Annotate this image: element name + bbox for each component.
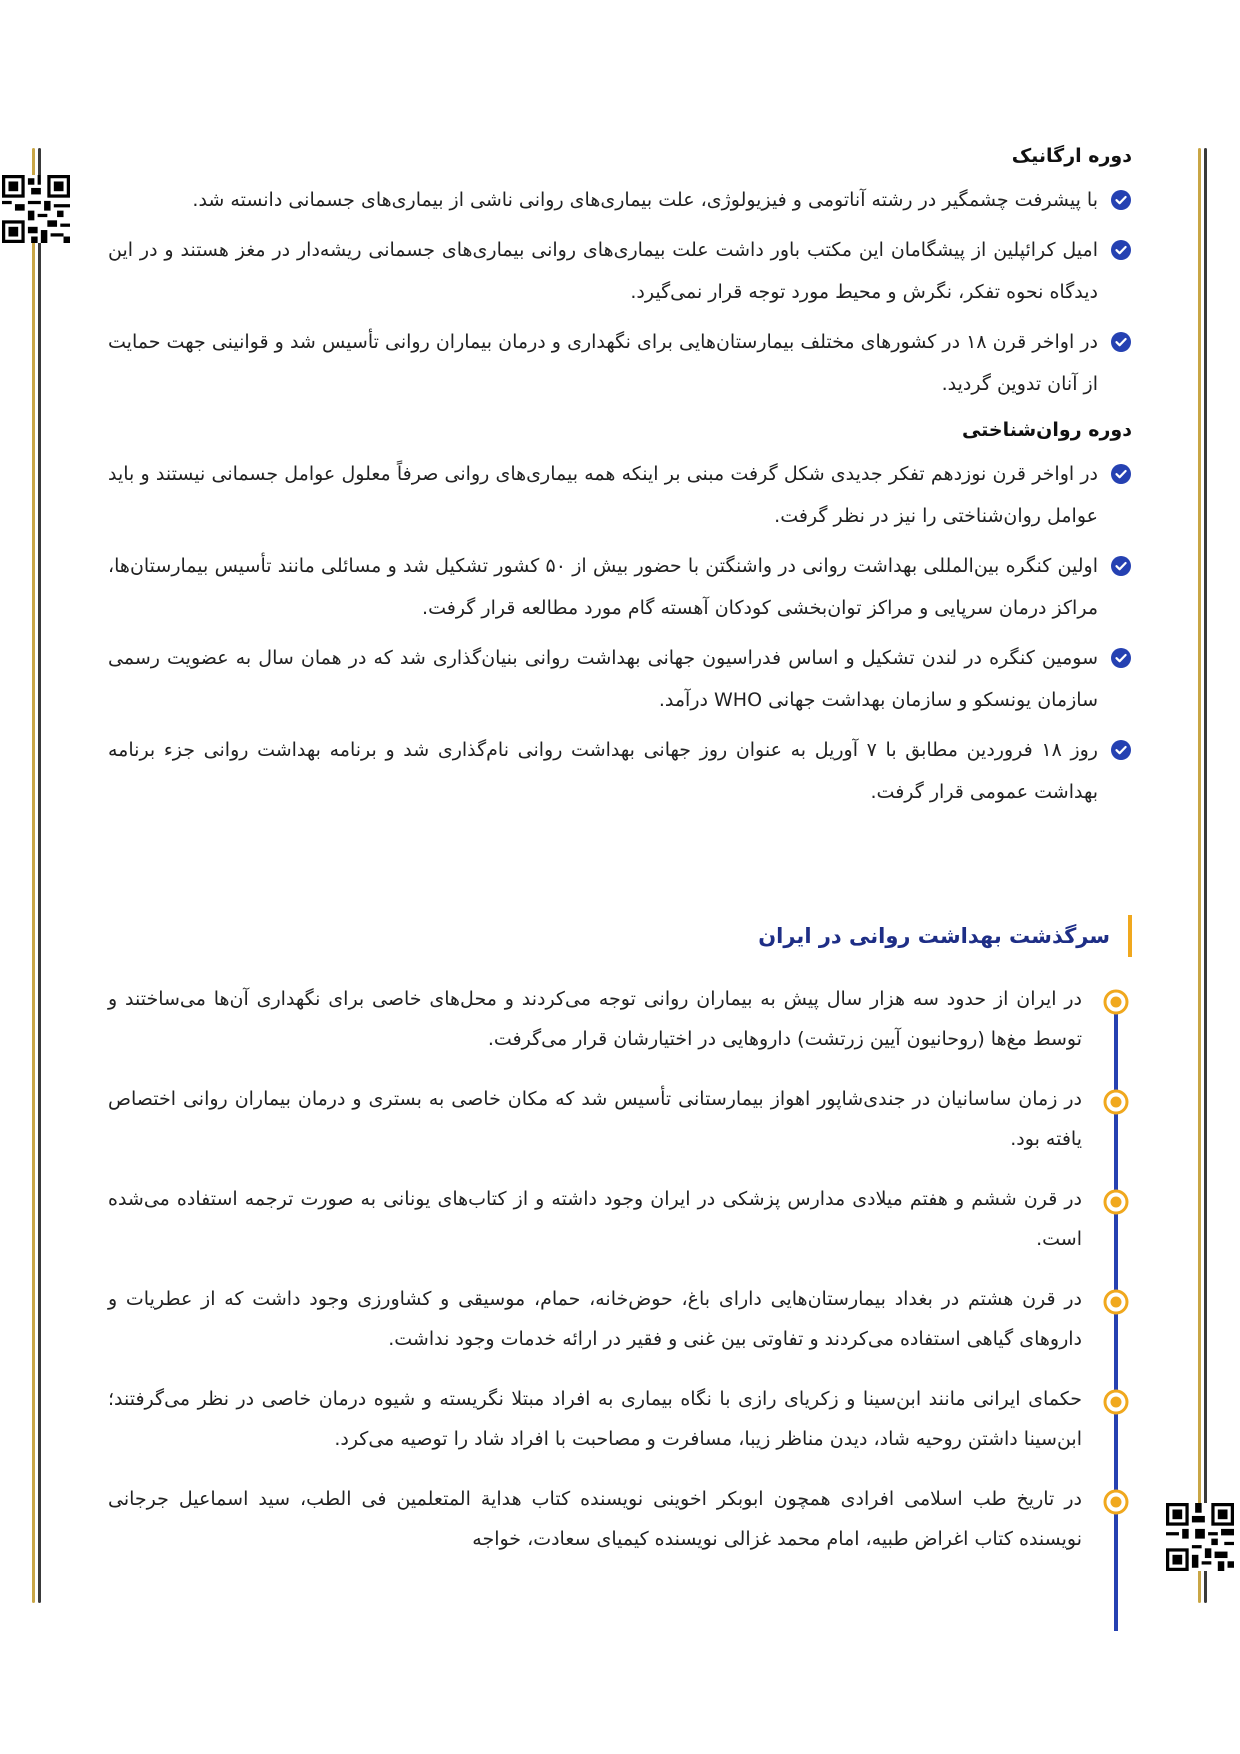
section-heading-psychological: دوره روان‌شناختی <box>961 419 1132 441</box>
timeline-dot-icon <box>1103 1489 1129 1515</box>
main-content <box>108 145 1132 827</box>
list-item: سومین کنگره در لندن تشکیل و اساس فدراسیون جهانی بهداشت روانی بنیان‌گذاری شد که در همان سال به عضویت رسمی سازمان یونسکو و سازمان بهداشت جهانی WHO درآمد. <box>108 637 1132 721</box>
timeline <box>108 979 1132 1559</box>
timeline-item: در زمان ساسانیان در جندی‌شاپور اهواز بیمارستانی تأسیس شد که مکان خاصی به بستری و درمان بیماران روانی اختصاص یافته بود. <box>108 1079 1132 1159</box>
check-circle-icon <box>1110 739 1132 761</box>
timeline-item: در قرن ششم و هفتم میلادی مدارس پزشکی در ایران وجود داشته و از کتاب‌های یونانی به صورت ترجمه استفاده می‌شده است. <box>108 1179 1132 1259</box>
list-item: در اواخر قرن نوزدهم تفکر جدیدی شکل گرفت مبنی بر اینکه همه بیماری‌های روانی صرفاً معلول عوامل جسمانی نیستند و باید عوامل روان‌شناختی را نیز در نظر گرفت. <box>108 453 1132 537</box>
list-item: امیل کرائپلین از پیشگامان این مکتب باور داشت علت بیماری‌های روانی بیماری‌های جسمانی ریشه‌دار در مغز هستند و در این دیدگاه نحوه تفکر، نگرش و محیط مورد توجه قرار نمی‌گیرد. <box>108 229 1132 313</box>
timeline-dot-icon <box>1103 1089 1129 1115</box>
iran-history-section <box>108 915 1132 1579</box>
timeline-dot-icon <box>1103 989 1129 1015</box>
list-item: در اواخر قرن ۱۸ در کشورهای مختلف بیمارستان‌هایی برای نگهداری و درمان بیماران روانی تأسیس شد و قوانینی جهت حمایت از آنان تدوین گردید. <box>108 321 1132 405</box>
decorative-border-left <box>30 148 44 1603</box>
bullet-list-psychological <box>108 453 1132 813</box>
bullet-list-organic <box>108 179 1132 405</box>
timeline-dot-icon <box>1103 1189 1129 1215</box>
check-circle-icon <box>1110 647 1132 669</box>
qr-code-icon <box>1166 1503 1234 1571</box>
list-item: با پیشرفت چشمگیر در رشته آناتومی و فیزیولوژی، علت بیماری‌های روانی ناشی از بیماری‌های جسمانی دانسته شد. <box>108 179 1132 221</box>
check-circle-icon <box>1110 331 1132 353</box>
list-item: روز ۱۸ فروردین مطابق با ۷ آوریل به عنوان روز جهانی بهداشت روانی نام‌گذاری شد و برنامه بهداشت روانی جزء برنامه بهداشت عمومی قرار گرفت. <box>108 729 1132 813</box>
timeline-item: در تاریخ طب اسلامی افرادی همچون ابوبکر اخوینی نویسنده کتاب هدایة المتعلمین فی الطب، سید اسماعیل جرجانی نویسنده کتاب اغراض طبیه، امام محمد غزالی نویسنده کیمیای سعادت، خواجه <box>108 1479 1132 1559</box>
title-accent-bar <box>1128 915 1132 957</box>
check-circle-icon <box>1110 239 1132 261</box>
timeline-item: در ایران از حدود سه هزار سال پیش به بیماران روانی توجه می‌کردند و محل‌های خاصی برای نگهداری آن‌ها می‌ساختند و توسط مغ‌ها (روحانیون آیین زرتشت) داروهایی در اختیارشان قرار می‌گرفت. <box>108 979 1132 1059</box>
qr-code-icon <box>2 175 70 243</box>
section-title: سرگذشت بهداشت روانی در ایران <box>108 915 1132 957</box>
check-circle-icon <box>1110 555 1132 577</box>
section-heading-organic: دوره ارگانیک <box>1011 145 1132 167</box>
timeline-item: حکمای ایرانی مانند ابن‌سینا و زکریای رازی با نگاه بیماری به افراد مبتلا نگریسته و شیوه درمان خاصی در نظر می‌گرفتند؛ ابن‌سینا داشتن روحیه شاد، دیدن مناظر زیبا، مسافرت و مصاحبت با افراد شاد را توصیه می‌کرد. <box>108 1379 1132 1459</box>
timeline-dot-icon <box>1103 1389 1129 1415</box>
check-circle-icon <box>1110 189 1132 211</box>
decorative-border-right <box>1196 148 1210 1603</box>
timeline-item: در قرن هشتم در بغداد بیمارستان‌هایی دارای باغ، حوض‌خانه، حمام، موسیقی و کشاورزی وجود داشت که از عطریات و داروهای گیاهی استفاده می‌کردند و تفاوتی بین غنی و فقیر در ارائه خدمات وجود نداشت. <box>108 1279 1132 1359</box>
timeline-dot-icon <box>1103 1289 1129 1315</box>
check-circle-icon <box>1110 463 1132 485</box>
list-item: اولین کنگره بین‌المللی بهداشت روانی در واشنگتن با حضور بیش از ۵۰ کشور تشکیل شد و مسائلی مانند تأسیس بیمارستان‌ها، مراکز درمان سرپایی و مراکز توان‌بخشی کودکان آهسته گام مورد مطالعه قرار گرفت. <box>108 545 1132 629</box>
